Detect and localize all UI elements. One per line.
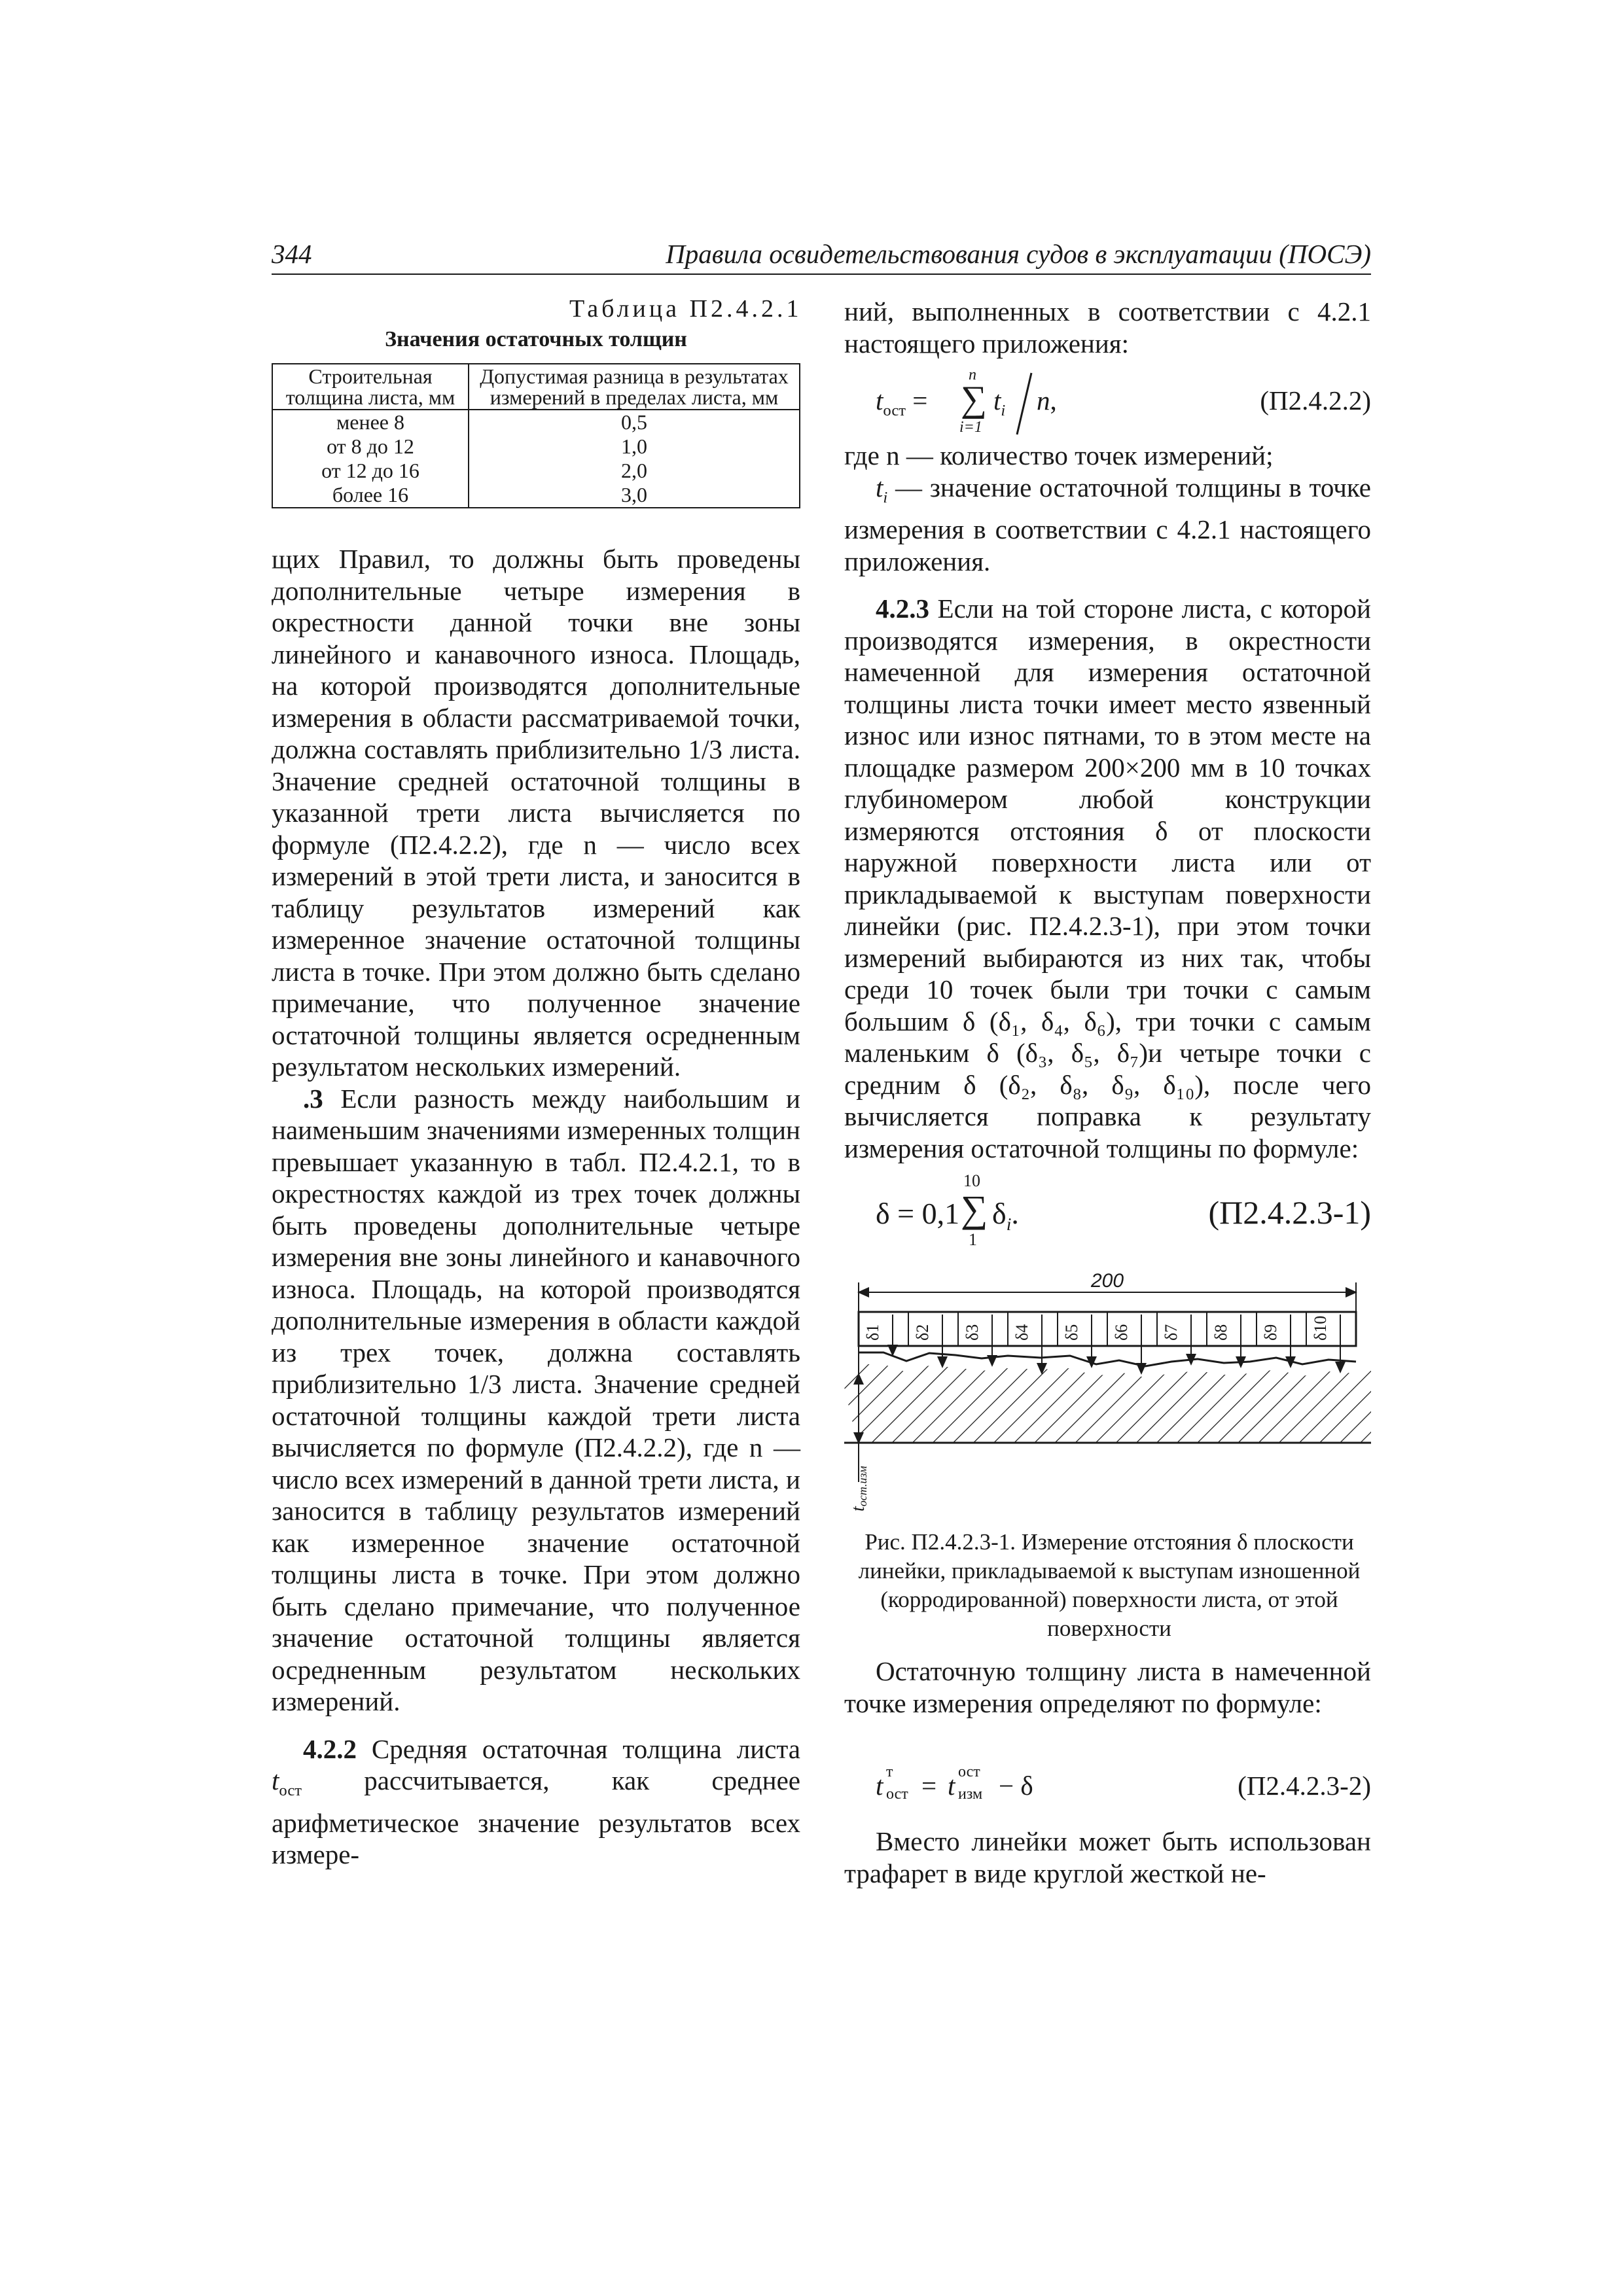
variable: δ — [992, 1197, 1007, 1230]
table-cell: от 8 до 12 — [272, 434, 469, 459]
table-title: Значения остаточных толщин — [385, 327, 687, 351]
table-cell: более 16 — [272, 483, 469, 508]
fraction-slash — [1014, 372, 1034, 437]
variable: t — [876, 1771, 883, 1801]
delta-label: δ8 — [1211, 1324, 1230, 1341]
subscript: i — [883, 488, 888, 506]
variable: t — [272, 1765, 279, 1795]
variable: t — [993, 385, 1001, 415]
right-paragraph-4: Вместо линейки может быть использован трафарет в виде круглой жесткой не- — [844, 1826, 1371, 1888]
formula-residual-thickness — [844, 1763, 1371, 1816]
right-column-bottom — [844, 1655, 1371, 1719]
table-cell: 2,0 — [469, 459, 800, 483]
definition-n: где n — количество точек измерений; — [844, 440, 1274, 470]
formula-number: (П2.4.2.2) — [1260, 385, 1371, 415]
formula-number: (П2.4.2.3-2) — [1238, 1771, 1371, 1801]
right-column-top — [844, 296, 1371, 359]
variable: n — [1037, 385, 1050, 415]
right-column-end — [844, 1826, 1371, 1889]
table-header-thickness: Строительная толщина листа, мм — [272, 364, 469, 410]
sum-upper-limit: 10 — [963, 1171, 980, 1190]
sum-lower-limit: 1 — [969, 1230, 977, 1249]
subscript: ост — [883, 402, 906, 420]
side-dimension-label: tост.изм — [848, 1466, 869, 1511]
formula-mean-thickness: $t_{ост}$ = n ∑ i=1 $t_i$ n, (П2.4.2.2) — [876, 366, 1371, 436]
left-column — [272, 543, 800, 1871]
left-paragraph-2 — [272, 1083, 800, 1718]
variable: t — [876, 472, 883, 503]
formula-lhs: δ = 0,1 — [876, 1197, 960, 1230]
formula-number: (П2.4.2.3-1) — [1208, 1194, 1371, 1231]
subscript: ост — [279, 1782, 302, 1800]
delta-label: δ6 — [1112, 1324, 1131, 1341]
delta-label: δ3 — [963, 1324, 982, 1341]
delta-label: δ4 — [1012, 1324, 1031, 1341]
left-paragraph-2-text: Если разность между наибольшим и наименьшим значениями измеренных толщин превышает указанную в табл. П2.4.2.1, то в окрестностях каждой из трех точек должны быть проведены дополнительные четыре измерения вне зоны линейного и канавочного износа. Площадь, на которой производятся дополнительные измерения в области каждой из трех точек, должна составлять приблизительно 1/3 листа. Значение средней остаточной толщины каждой трети листа вычисляется по формуле (П2.4.2.2), где n — число всех измерений в данной трети листа, и заносится в таблицу результатов измерений как измеренное значение остаточной толщины листа в точке. При этом должно быть сделано примечание, что полученное значение остаточной толщины является осредненным результатом нескольких измерений. — [272, 1083, 800, 1716]
plate-section — [844, 1387, 1371, 1443]
sum-lower-limit: i=1 — [959, 419, 982, 436]
left-paragraph-1: щих Правил, то должны быть проведены дополнительные четыре измерения в окрестности данной точки вне зоны линейного и канавочного износа. Площадь, на которой производятся дополнительные измерения в области рассматриваемой точки, должна составлять приблизительно 1/3 листа. Значение средней остаточной толщины в указанной трети листа вычисляется по формуле (П2.4.2.2), где n — число всех измерений в этой трети листа, и заносится в таблицу результатов измерений как измеренное значение остаточной толщины листа в точке. При этом должно быть сделано примечание, что полученное значение остаточной толщины является осредненным результатом нескольких измерений. — [272, 544, 800, 1082]
right-paragraph-3: Остаточную толщину листа в намеченной точке измерения определяют по формуле: — [844, 1656, 1371, 1718]
table-cell: от 12 до 16 — [272, 459, 469, 483]
text-run: Средняя остаточная толщина листа — [357, 1733, 800, 1764]
table-cell: менее 8 — [272, 410, 469, 434]
table-label: Таблица П2.4.2.1 — [569, 295, 802, 323]
delta-label: δ10 — [1311, 1315, 1330, 1341]
definition-ti — [844, 472, 1371, 578]
delta-label: δ2 — [913, 1324, 932, 1341]
sum-symbol: ∑ — [961, 1188, 988, 1230]
table-row — [272, 410, 800, 434]
equals-sign: = — [921, 1771, 937, 1801]
subscript: i — [1006, 1214, 1012, 1235]
thickness-table — [272, 363, 800, 508]
right-paragraph-1: ний, выполненных в соответствии с 4.2.1 настоящего приложения: — [844, 296, 1371, 359]
right-paragraph-2-text: Если на той стороне листа, с которой производятся измерения, в окрестности намеченной для измерения остаточной толщины листа точки имеет место язвенный износ или износ пятнами, то в этом месте на площадке размером 200×200 мм в 10 точках глубиномером любой конструкции измеряются отстояния δ от плоскости наружной поверхности листа или от прикладываемой к выступам поверхности линейки (рис. П2.4.2.3-1), при этом точки измерений выбираются из них так, чтобы среди 10 точек были три точки с самым большим δ (δ₁, δ₄, δ₆), три точки с самым маленьким δ (δ₃, δ₅, δ₇)и четыре точки с средним δ (δ₂, δ₈, δ₉, δ₁₀), после чего вычисляется поправка к результату измерения остаточной толщины по формуле: — [844, 593, 1371, 1163]
table-cell: 1,0 — [469, 434, 800, 459]
page-header — [272, 237, 1371, 275]
table-cell: 3,0 — [469, 483, 800, 508]
table-cell: 0,5 — [469, 410, 800, 434]
measurement-figure — [844, 1266, 1371, 1521]
table-row — [272, 459, 800, 483]
formula-definitions — [844, 440, 1371, 1164]
page-number: 344 — [272, 239, 312, 269]
delta-label: δ7 — [1162, 1324, 1181, 1341]
delta-label: δ9 — [1261, 1324, 1280, 1341]
table-header-difference: Допустимая разница в результатах измерений в пределах листа, мм — [469, 364, 800, 410]
subscript: i — [1001, 402, 1006, 420]
definition-text: — значение остаточной толщины в точке измерения в соответствии с 4.2.1 настоящего приложения. — [844, 472, 1372, 576]
subscript: изм — [958, 1786, 983, 1803]
variable: t — [948, 1771, 955, 1801]
text-run: рассчитывается, как среднее арифметическое значение результатов всех измере- — [272, 1765, 800, 1870]
superscript: ост — [958, 1763, 980, 1780]
sum-symbol: ∑ — [961, 379, 987, 419]
table-row — [272, 434, 800, 459]
right-paragraph-2 — [844, 593, 1371, 1164]
left-paragraph-3 — [272, 1733, 800, 1871]
formula-correction: δ = 0,1 10 ∑ 1 $\delta_i$. (П2.4.2.3-1) — [876, 1171, 1371, 1249]
variable: t — [876, 385, 883, 415]
clause-number: 4.2.2 — [303, 1733, 357, 1764]
clause-number: 4.2.3 — [876, 593, 929, 624]
running-title: Правила освидетельствования судов в эксплуатации (ПОСЭ) — [666, 239, 1371, 269]
formula-tail: − δ — [999, 1771, 1033, 1801]
table-row — [272, 483, 800, 508]
subscript: ост — [886, 1786, 908, 1803]
dimension-label: 200 — [1090, 1270, 1124, 1292]
figure-caption: Рис. П2.4.2.3-1. Измерение отстояния δ плоскости линейки, прикладываемой к выступам изношенной (корродированной) поверхности листа, от этой поверхности — [858, 1529, 1361, 1641]
clause-number: .3 — [303, 1083, 323, 1114]
superscript: т — [886, 1763, 893, 1780]
delta-label: δ5 — [1062, 1324, 1081, 1341]
sum-upper-limit: n — [969, 366, 976, 383]
delta-label: δ1 — [863, 1324, 882, 1341]
